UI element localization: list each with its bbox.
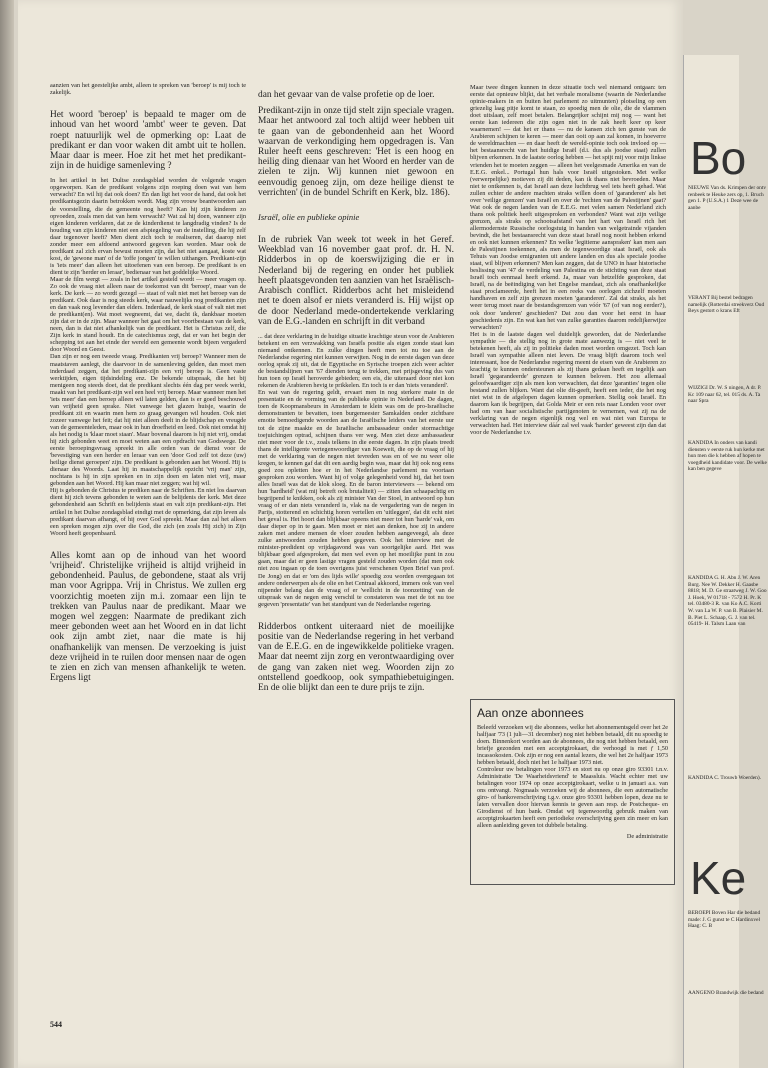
body-paragraph: In het artikel in het Dultse zondagsblad worden de volgende vragen opgeworpen. Kan de predikant volgens zijn roeping doen wat van hem verwacht? En wil hij dat ook doen? En dan ligt het voor de hand, dat ook het predikantsgezin daarin betrokken wordt. Mag zijn vrouw beantwoorden aan de voorstelling, die de gemeente nog heeft? Kan hij zijn kinderen zo opvoeden, zoals men dat van hem verwacht? Wat zal hij doen, wanneer zijn eigen kinderen verklaren, dat ze de kinderdienst te langdradig vinden? Is de houding van zijn kinderen niet een afspiegeling van de instelling, die hij zelf daar tegenover heeft? Men dient zich toch te realiseren, dat daarop niet zonder meer een afdoend antwoord gegeven kan worden. Maar ook de predikant zal zich ervan bewust moeten zijn, dat het niet aangaat, koste wat kost, de 'gewone man' of de 'toffe jongen' te willen uithangen. Predikant-zijn is 'iets meer' dan alleen het uitoefenen van een beroep. De predikant is en dient te zijn 'herder en leraar', bedienaar van het goddelijke Woord. [50, 177, 246, 276]
lead-paragraph: Ridderbos ontkent uiteraard niet de moeilijke positie van de Nederlandse regering in het verband van de E.E.G. en de ingewikkelde politieke vragen. Maar dat neemt zijn zorg en verontwaardiging over de gang van zaken niet weg. Woorden zijn zo ontstellend goedkoop, ook sympathiebetuigingen. En de olie blijkt dan een te dure prijs te zijn. [258, 621, 454, 693]
lead-paragraph: Het woord 'beroep' is bepaald te mager om de inhoud van het woord 'ambt' weer te geven. Dat roept natuurlijk wel de opmerking op: Laat de predikant er dan voor waken dit ambt uit te hollen. Maar daar is meer. Hoe zit het met het predikant-zijn in de huidige samenleving ? [50, 110, 246, 172]
strip-text: AANGENO Brandwijk die bedand [688, 990, 764, 996]
subscriber-notice [470, 699, 675, 885]
notice-paragraph: Beleefd verzoeken wij die abonnees, welke het abonnementsgeld over het 2e halfjaar '73 (1 juli—31 december) nog niet hebben betaald, dit nu spoedig te doen. Binnenkort worden aan de abonnees, die nog niet hebben betaald, een briefje gezonden met een acceptgirokaart, die verhoogd is met ƒ 1,50 incassokosten. Ook zijn er nog een aantal lezers, die wel het 2e halfjaar 1973 hebben betaald, doch niet het 1e halfjaar 1973 niet. [477, 724, 668, 766]
notice-title: Aan onze abonnees [477, 706, 584, 720]
notice-paragraph: Controleur uw betalingen voor 1973 en stort nu op onze giro 93301 t.n.v. Administratie 'De Waarheidsvriend' te Maassluis. Wacht echter met uw betalingen voor 1974 op onze acceptgirokaart, welke u in januari a.s. van ons ontvangt. Nogmaals verzoeken wij de abonnees, die een automatische giro- of bankoverschrijving t.g.v. onze giro 93301 hebben lopen, deze nu te laten vervallen door hiervan kennis te geven aan resp. de Postcheque- en Girodienst of hun bank. Omdat wij tegenwoordig gebruik maken van acceptgirokaarten heeft een periodieke overschrijving geen zin meer en kan alleen aanleiding geven tot dubbele betaling. [477, 766, 668, 829]
headline-fragment: Bo [690, 132, 747, 184]
strip-text: VERANT Bij bestel bedragen namelijk (Rotterdai streekverz Oud Beys gestort o krans Eft [688, 295, 765, 315]
page-number: 544 [50, 1020, 62, 1029]
binding-spine [0, 0, 14, 1068]
column-left [50, 82, 246, 689]
strip-text: NIEUWE Van ds. Krimpen der ontv renbeek te Heuke zers op, 1. Bruch gen 1. P (U.S.A.) 1 Deze wee de aanbe [688, 185, 767, 211]
column-right [470, 84, 666, 694]
column-middle [258, 82, 454, 699]
strip-text: WIJZIGI Dr. W. S ningen, A dr. P. Kc 109 naar 62, tel. 015 ds. A. Ta naar Spra [688, 385, 762, 405]
lead-paragraph: In de rubriek Van week tot week in het Geref. Weekblad van 16 november gaat prof. dr. H. N. Ridderbos in op de koerswijziging die er in Nederland bij de regering en onder het publiek heeft plaatsgevonden ten aanzien van het Israëlisch-Arabisch conflict. Ridderbos acht het misleidend net te doen alsof er niets veranderd is. Hij wijst op de door Nederland mede-ondertekende verklaring van de E.G.-landen en schrijft in dit verband [258, 235, 454, 327]
strip-text: BEROEPI Boven Har die bedand made: J. G gunst te C Hardinxvel Haag: C. B [688, 910, 761, 930]
body-paragraph: Maar de film wergt — zoals in het artikel gesteld wordt — meer vragen op. Zo ook de vraag niet alleen naar de toekomst van dit 'beroep', maar van de kerk. De kerk — zo wordt gezegd — staat of valt niet met het beroep van de predikant. Ook daar is nog steeds kerk, waar nauwelijks nog predikanten zijn en dan vaak nog levender dan elders. Inderdaad, de kerk staat of valt niet met de predikant(en). Wat moet wegneemt, dat we, dacht ik, dankbaar moeten zijn dat er in de zijn. Maar wanneer het gaat om het voortbestaan van de kerk, neen, dan is dat niet afhankelijk van de predikant. Het is Christus zelf, die Zijn kerk in stand houdt. En de catechismus zegt, dat er van het begin der schepping tot aan het einde der wereld een gemeente wordt bijeen vergaderd door Woord en Geest. [50, 275, 246, 354]
section-title: Israël, olie en publieke opinie [258, 212, 360, 223]
intro-text: aanzien van het geestelijke ambt, alleen te spreken van 'beroep' is mij toch te zakelijk. [50, 82, 246, 97]
strip-text: KANDIDA C. Trouwb Woerden). [688, 775, 761, 781]
notice-signature: De administratie [626, 833, 668, 840]
lead-paragraph: dan het gevaar van de valse profetie op de loer. [258, 90, 435, 100]
quote-paragraph: Maar twee dingen kunnen in deze situatie toch wel niemand ontgaan: ten eerste dat opnieuw blijkt, dat het verbale moralisme (waarin de Nederlandse opinie-makers in en buiten het parlement zo uitmunten) plotseling op een griezelig laag pitje komt te staan, zo spoedig men de olie, die de vlammen doet uitslaan, zelf moet betalen. Belangrijker schijnt mij nog — want het eerste kan iedereen die zijn ogen niet in de zak heeft keer op keer waarnemen! — dat het er thans — nu de kansen zich ten gunste van de Arabieren schijnen te keren — meer dan ooit op aan zal komen, in hoeverre de wereldmachten — en daar heeft de wereld-opinie toch ook invloed op — het bestaansrecht van het huidige Israël (d.i. dus als joodse staat) zullen blijven erkennen. In de laatste oorlog hebben — het spijt mij voor mijn linkse vrienden het te moeten zeggen — alleen het veelgesmade Amerika en van de E.E.G. enkel... Portugal hun hals voor Israël uitgestoken. Met welke (verwerpelijke) motieven zij dit deden, kan ik thans niet bevroeden. Maar niet te ontkennen is, dat Israël aan deze luchtbrug wel iets heeft gehad. Wat zullen echter de andere machten straks willen doen of 'garanderen' als het over 'veilige grenzen' van Israël en over de 'rechten van de Palestijnen' gaat? Wat ook de negen landen van de E.E.G. met velen samen Nederland zich thans ook politiek heeft uitgesproken en verbonden? Want wat zijn veilige grenzen, als straks op schootsafstand van het hart van Israël rich het allermodernste Russische oorlogstuig in handen van welgetrainde vijanden bevindt, die het bestaansrecht van deze staat Israël nog nooit hebben erkend en ook niet kunnen erkennen? En welke 'legitieme aanspraken' kan men aan de Palestijnen toekennen, als men de tegenwoordige staat Israël, ook als Tehuis van Joodse emigranten uit andere landen en dus als speciale joodse staat, wil blijven erkennen? Men kan zeggen, dat de UNO in haar historische beslissing van '47 de verdeling van Palestina en de stichting van deze staat Israël toch eenmaal heeft erkend. Ja, maar van hetzelfde gesproken, dat Israël, na de beëindiging van het Engelse mandaat, zich als onafhankelijke staat proclameerde, heeft het in een reeks van oorlogen zichzelf moeten handhaven en zelf zijn grenzen moeten 'garanderen'. Zal dat straks, als het weer terug moet naar de bestandsgrenzen van vóór '67 (of van nog eerder?), ook door 'anderen' geschieden? Dat zou dan voor het eerst in haar geschiedenis zijn. En wat kan het van zulke garanties daarom redelijkerwijze verwachten? [470, 84, 666, 331]
magazine-page [18, 0, 683, 1068]
quote-paragraph: ... dat deze verklaring in de huidige situatie krachtige steun voor de Arabieren betekent en een verzwakking van Israëls positie als eigen zonde staat kan niemand ontkennen. En zulke dingen heeft men tot nu toe aan de Nederlandse regering niet kunnen verwijten. Nog in de eerste dagen van deze oorlog sprak zij uit, dat de Egyptische en Syrische troepen zich weer achter de bestandslijnen van '67 dienden terug te trekken, met prijsgeving dus van hun toen op Israël heroverde gebieden; een eis, die uiteraard door niet kon rekenen de Arabieren hevig te prikkelen. En toch is er dan 'niets veranderd'. [258, 332, 454, 390]
lead-paragraph: Alles komt aan op de inhoud van het woord 'vrijheid'. Christelijke vrijheid is altijd vrijheid in gebondenheid. Paulus, de gebondene, staat als vrij man voor Agrippa. Vrij in Christus. We zullen erg voorzichtig moeten zijn m.i. zomaar een lijn te trekken van Paulus naar de predikant. Maar we mogen wel zeggen: Naarmate de predikant zich meer gebonden weet aan het Woord en in dat licht ook zijn ambt ziet, naar die mate is hij onafhankelijk van mensen. De verzoeking is juist deze vrijheid in te ruilen door mensen naar de ogen te zien en zich van mensen afhankelijk te weten. Ergens ligt [50, 550, 246, 684]
lead-paragraph: Predikant-zijn in onze tijd stelt zijn speciale vragen. Maar het antwoord zal toch altijd weer hebben uit te gaan van de gebondenheid aan het Woord waarvan de verkondiging hem opgedragen is. Van Ruler heeft eens geschreven: 'Het is een hoog en heilig ding dienaar van het Woord en herder van de zielen te zijn. Wij kunnen niet gewoon en eenvoudig genoeg zijn, om deze heilige dienst te verrichten' (in de bundel Schrift en Kerk, blz. 186). [258, 106, 454, 198]
next-page-strip [683, 55, 767, 1068]
quote-paragraph: Het is in de laatste dagen wel duidelijk geworden, dat de Nederlandse sympathie — die stellig nog in grote mate aanwezig is — niet veel te betekenen heeft, als zij in politieke daden moet worden omgezet. Toch kan Israël van sympathie alleen niet leven. De vraag blijft daarom toch wel interessant, hoe de Nederlandse regering meent de eisen van de Arabieren zo krachtig te kunnen ondersteunen als zij thans gedaan heeft en tegelijk aan Israël 'gegarandeerde' grenzen te kunnen beloven. Het zou allemaal geloofwaardiger zijn als men kon verwachten, dat deze 'garanties' tegen olie bestand zullen blijken. Want dat olie dit-geeft, heeft een ieder, die het nog niet wist in de afgelopen dagen kunnen opmerken. Stellig ook Israël. En daarom kan ik begrijpen, dat Golda Meir er een reis naar Londen voor over had om van haar socialistische partijgenoten te vernemen, wat zij na de verklaring van de negen eigenlijk nog wel en wat niet van Europa te verwachten had. Het interview dáár zal wel vaak 'harder' geweest zijn dan dat voor de Nederlandse t.v. [470, 330, 666, 437]
headline-fragment: Ke [690, 852, 747, 904]
body-paragraph: Hij is gebonden de Christus te prediken naar de Schriften. En niet los daarvan dient hij zich tevens gebonden te weten aan de belijdenis der kerk. Met deze gebondenheid aan Schrift en belijdenis staat en valt zijn predikant-zijn. Het artikel in het Dultse zondagsblad eindigt met de opmerking, dat zijn leven als predikant daarvan afhangt, of hij over God spreekt. Maar dan zal het alleen een spreken mogen zijn over die God, die zich (en zoals Hij zich) in Zijn Woord heeft geopenbaard. [50, 487, 246, 537]
quote-paragraph: En wat van de regering geldt, ervaart men in nog sterkere mate in de presentatie en de vorming van de publieke opinie in Nederland. De dagen, toen de Koopmansbeurs in Amsterdam te klein was om de pro-Israëlische demonstranten te bevatten, toen burgemeester Samkalden onder zichtbare emotie bemoedigende woorden aan de Israëlische leiders van het eerste uur tot de zijne maakte en de Israëlische ambassadeur onder stormachtige toejuichingen optrad, schijnen thans ver weg. Men ziet deze ambassadeur niet meer voor de t.v., zoals telkens in die eerste dagen. In zijn plaats treedt thans de intelligente vertegenwoordiger van Koeweit, die op de vraag of hij met de verklaring van de negen niet tevreden was en of we nu weer olie kregen, te kennen gaf dat dit een aardig begin was, maar dat hij ook nog eens goed zou opletten hoe er in het Nederlandse parlement nu voortaan gesproken zou worden. Want hij of volge gelegenheid vond hij, dat het toen alles Israël was dat de klok sloeg. En de baron interviewers — bekend om hun 'hardheid' (wat mij betreft ook brutaliteit) — zitten dan schaapachtig en begrijpend te knikken, ook als zij minister Van der Stoel, in antwoord op hun vraag of er dan niets veranderd is, vlak na de vergadering van de negen in Parijs, stotterend en schichtig horen vertellen en 'uitleggen', dat dit echt niet het geval is. Het hoort dan blijkbaar opeens niet meer tot hun 'harde' vak, om daar dieper op in te gaan. Men moet er niet aan denken, hoe zij in andere zaken met andere mensen de vloer zouden hebben aangeveegd, als deze zulke antwoorden zouden hebben gegeven. Ook het interview met de minister-predident op vrijdagavond was van soortgelijke aard. Het was blijkbaar goed afgesproken, dat men wel even op het moeilijke punt in zou gaan, maar dat er geen lastige vragen gesteld zouden worden (dat men ook niet zou ingaan op de toen overigens juist verschenen Open Brief van prof. De Jong) en dat er 'om des lijds wille' spoedig zou worden overgegaan tot andere onderwerpen als de olie en het Centraal akkoord, immers ook van veel nijpender belang dan de vraag of er 'wellicht in de toonzetting' van de uitspraak van de negen enig verschil te constateren was met de tot nu toe gegeven 'presentatie' van het standpunt van de Nederlandse regering. [258, 389, 455, 608]
strip-text: KANDIDA G. H. Abn J. W. Aren Burg. Nee W. Dekker H. Gaasbe 8818; M. D. Ge straatweg J. W. Goo J. Hoek, W 01718 - 7572 H. Pr. K tel. 03480-3 R. van Ko A.C. Korti W. van La W. P. van B. Plaisier M. B. Piet L. Schaap, G. J. van tel. 05419- H. Talsm Laan van [688, 575, 767, 628]
strip-text: KANDIDA In onders van kandi diensten v eerste ruk hun kerke met hun men die k hebben af hopen te voegdheid kandidate voor. De welke kan ben gegeve [688, 440, 767, 473]
body-paragraph: Dan zijn er nog een tweede vraag. Predikanten vrij beroep? Wanneer men de maatstaven aanlegt, die daarvoor in de samenleving gelden, dan moet men inderdaad zeggen, dat het predikant-zijn een vrij beroep is. Geen vaste werktijden, eigen tijdsindeling enz. De bekende uitspraak, die het bij menigeen nog steeds doet, dat de predikant slechts één dag per week werkt, maakt van het predikant-zijn wel een heel vrij beroep. Maar wanneer men het 'iets meer' dan een beroep alleen wil laten gelden, dan is er goed beschouwd van vrijheid geen sprake. Niet vanwege het glazen huisje, waarin de predikant zit en waarin men hem zo graag gevangen wil houden. Ook niet zozeer vanwege het feit; dat hij niet alleen deelt in de blijdschap en vreugde van de gemeenteleden, maar ook in hun droefheid en leed. Ook niet omdat hij als het nodig is 'klaar moet staan'. Maar bovenal daarom is hij niet vrij, omdat hij zich gebonden weet en moet weten aan een opdracht van Godswege. De eerste beroepingsvraag spreekt in alle orden van de dienst voor de 'bevestiging van een herder en leraar van een 'door God zelf tot deze (uw) heilige dienst geroepen' zijn. De predikant is gebonden aan het Woord. Hij is dienaar des Woords. Laat hij in maatschappelijk opzicht 'vrij man' zijn, nochtans is hij in zijn spreken en in zijn doen en laten niet vrij, maar gebonden aan het Woord. Hij kan maar niet zeggen; wat hij wil. [50, 353, 247, 488]
